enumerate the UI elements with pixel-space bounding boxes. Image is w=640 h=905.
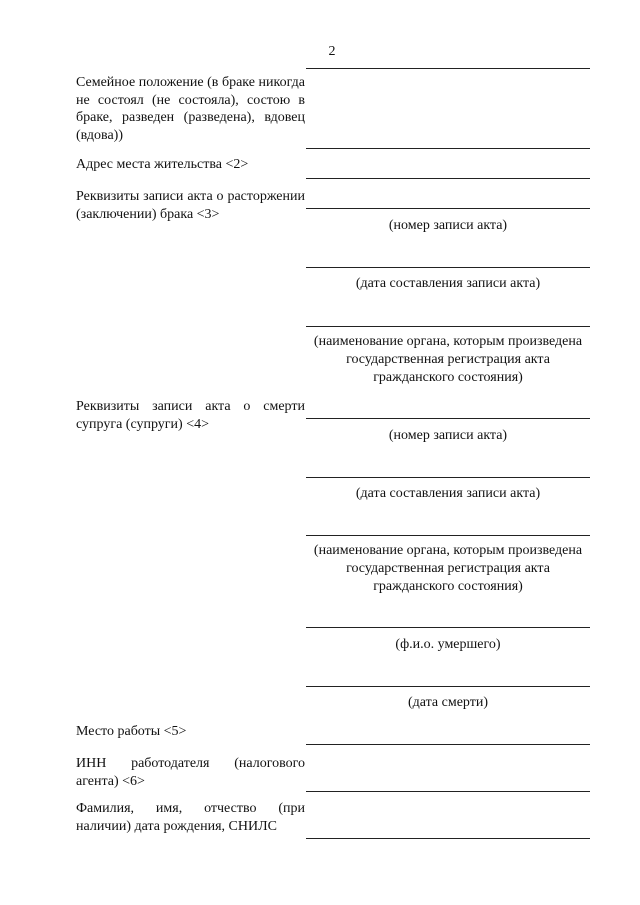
workplace-field[interactable] bbox=[306, 744, 590, 745]
person-field[interactable] bbox=[306, 838, 590, 839]
death-record-number-caption: (номер записи акта) bbox=[388, 428, 508, 443]
death-record-label: Реквизиты записи акта о смерти супруга (супруги) <4> bbox=[76, 399, 305, 432]
divorce-record-date-field[interactable] bbox=[306, 267, 590, 268]
deceased-name-caption: (ф.и.о. умершего) bbox=[395, 637, 501, 652]
address-label: Адрес места жительства <2> bbox=[76, 157, 249, 172]
page-number: 2 bbox=[328, 44, 336, 59]
divorce-record-date-caption: (дата составления записи акта) bbox=[355, 276, 541, 291]
address-field[interactable] bbox=[306, 178, 590, 179]
death-record-authority-field[interactable] bbox=[306, 535, 590, 536]
deceased-name-field[interactable] bbox=[306, 627, 590, 628]
marital-status-label: Семейное положение (в браке никогда не состоял (не состояла), состою в браке, разведен (разведена), вдовец (вдова)) bbox=[76, 75, 305, 143]
death-date-caption: (дата смерти) bbox=[407, 695, 488, 710]
death-date-field[interactable] bbox=[306, 686, 590, 687]
employer-inn-field[interactable] bbox=[306, 791, 590, 792]
header-rule bbox=[306, 68, 590, 69]
person-label: Фамилия, имя, отчество (при наличии) дата рождения, СНИЛС bbox=[76, 801, 305, 834]
divorce-record-number-caption: (номер записи акта) bbox=[388, 218, 508, 233]
death-record-number-field[interactable] bbox=[306, 418, 590, 419]
divorce-record-authority-caption: (наименование органа, которым произведена государственная регистрация акта гражданского состояния) bbox=[313, 334, 583, 385]
death-record-date-caption: (дата составления записи акта) bbox=[355, 486, 541, 501]
death-record-date-field[interactable] bbox=[306, 477, 590, 478]
divorce-record-label: Реквизиты записи акта о расторжении (заключении) брака <3> bbox=[76, 189, 305, 222]
divorce-record-authority-field[interactable] bbox=[306, 326, 590, 327]
divorce-record-number-field[interactable] bbox=[306, 208, 590, 209]
marital-status-field[interactable] bbox=[306, 148, 590, 149]
workplace-label: Место работы <5> bbox=[76, 724, 187, 739]
death-record-authority-caption: (наименование органа, которым произведена государственная регистрация акта гражданского состояния) bbox=[313, 543, 583, 594]
employer-inn-label: ИНН работодателя (налогового агента) <6> bbox=[76, 756, 305, 789]
